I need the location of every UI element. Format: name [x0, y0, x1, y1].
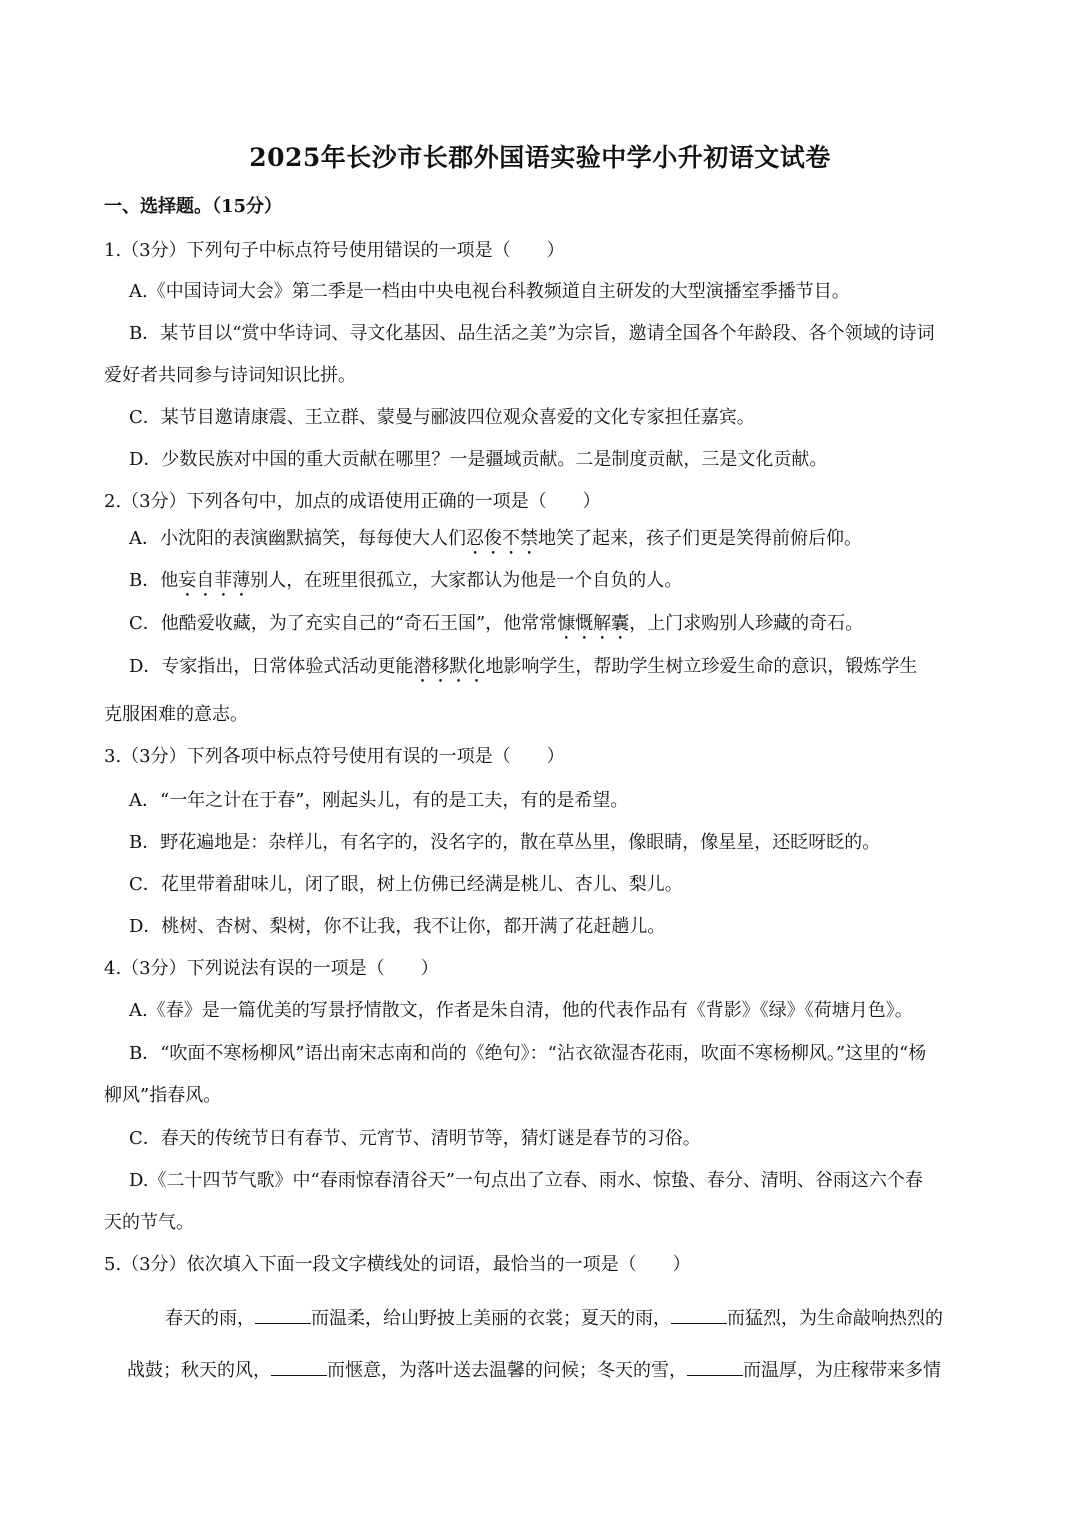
question-1-option-a: A.《中国诗词大会》第二季是一档由中央电视台科教频道自主研发的大型演播室季播节目。 [129, 281, 850, 302]
question-4-option-b-cont: 柳风”指春风。 [104, 1085, 222, 1106]
passage-text: 而温厚，为庄稼带来多情 [743, 1360, 941, 1381]
question-3-stem: 3.（3分）下列各项中标点符号使用有误的一项是（ ） [104, 746, 565, 767]
fill-blank [687, 1357, 743, 1376]
question-4-option-b: B．“吹面不寒杨柳风”语出南宋志南和尚的《绝句》：“沾衣欲湿杏花雨，吹面不寒杨柳风。”这里的“杨 [129, 1043, 927, 1064]
option-text: ，上门求购别人珍藏的奇石。 [629, 613, 864, 634]
question-4-option-d-cont: 天的节气。 [104, 1212, 194, 1233]
question-5-passage-line-1 [165, 1305, 943, 1331]
option-text: 别人，在班里很孤立，大家都认为他是一个自负的人。 [250, 570, 683, 591]
option-text: C．他酷爱收藏，为了充实自己的“奇石王国”，他常常 [129, 613, 558, 634]
exam-title: 2025年长沙市长郡外国语实验中学小升初语文试卷 [249, 143, 831, 172]
question-3-option-d: D．桃树、杏树、梨树，你不让我，我不让你，都开满了花赶趟儿。 [129, 916, 666, 937]
option-text: A．小沈阳的表演幽默搞笑，每每使大人们 [129, 528, 466, 549]
passage-text: 而惬意，为落叶送去温馨的问候；冬天的雪， [327, 1360, 687, 1381]
fill-blank [255, 1305, 311, 1324]
question-2-option-b [129, 569, 682, 601]
passage-text: 春天的雨， [165, 1308, 255, 1329]
question-1-option-b-cont: 爱好者共同参与诗词知识比拼。 [104, 365, 356, 386]
dotted-idiom: 妄自菲薄 [178, 570, 251, 591]
question-2-stem: 2.（3分）下列各句中，加点的成语使用正确的一项是（ ） [104, 491, 601, 512]
question-1-option-b: B．某节目以“赏中华诗词、寻文化基因、品生活之美”为宗旨，邀请全国各个年龄段、各个领域的诗词 [129, 323, 935, 344]
question-5-passage-line-2 [127, 1357, 941, 1383]
option-text: 地影响学生，帮助学生树立珍爱生命的意识，锻炼学生 [485, 656, 918, 677]
section-heading: 一、选择题。（15分） [104, 196, 283, 217]
question-3-option-b: B．野花遍地是：杂样儿，有名字的，没名字的，散在草丛里，像眼睛，像星星，还眨呀眨的。 [129, 832, 881, 853]
question-1-option-c: C．某节目邀请康震、王立群、蒙曼与郦波四位观众喜爱的文化专家担任嘉宾。 [129, 407, 755, 428]
option-text: D．专家指出，日常体验式活动更能 [129, 656, 414, 677]
passage-text: 而猛烈，为生命敲响热烈的 [727, 1308, 943, 1329]
question-5-stem: 5.（3分）依次填入下面一段文字横线处的词语，最恰当的一项是（ ） [104, 1254, 691, 1275]
passage-text: 战鼓；秋天的风， [127, 1360, 271, 1381]
option-text: 地笑了起来，孩子们更是笑得前俯后仰。 [538, 528, 862, 549]
question-1-option-d: D．少数民族对中国的重大贡献在哪里？一是疆域贡献。二是制度贡献，三是文化贡献。 [129, 449, 828, 470]
fill-blank [271, 1357, 327, 1376]
question-3-option-c: C．花里带着甜味儿，闭了眼，树上仿佛已经满是桃儿、杏儿、梨儿。 [129, 874, 683, 895]
question-2-option-a [129, 527, 862, 559]
question-4-stem: 4.（3分）下列说法有误的一项是（ ） [104, 958, 439, 979]
dotted-idiom: 潜移默化 [413, 656, 486, 677]
option-text: B．他 [129, 570, 179, 591]
question-4-option-a: A.《春》是一篇优美的写景抒情散文，作者是朱自清，他的代表作品有《背影》《绿》《荷塘月色》。 [129, 1000, 913, 1021]
fill-blank [671, 1305, 727, 1324]
question-2-option-c [129, 612, 863, 644]
question-2-option-d-cont: 克服困难的意志。 [104, 704, 248, 725]
question-1-stem: 1.（3分）下列句子中标点符号使用错误的一项是（ ） [104, 240, 565, 261]
dotted-idiom: 慷慨解囊 [557, 613, 630, 634]
question-4-option-c: C．春天的传统节日有春节、元宵节、清明节等，猜灯谜是春节的习俗。 [129, 1128, 701, 1149]
dotted-idiom: 忍俊不禁 [466, 528, 538, 549]
passage-text: 而温柔，给山野披上美丽的衣裳；夏天的雨， [311, 1308, 671, 1329]
question-4-option-d: D.《二十四节气歌》中“春雨惊春清谷天”一句点出了立春、雨水、惊蛰、春分、清明、谷雨这六个春 [129, 1170, 923, 1191]
question-2-option-d [129, 655, 917, 687]
question-3-option-a: A．“一年之计在于春”，刚起头儿，有的是工夫，有的是希望。 [129, 790, 629, 811]
